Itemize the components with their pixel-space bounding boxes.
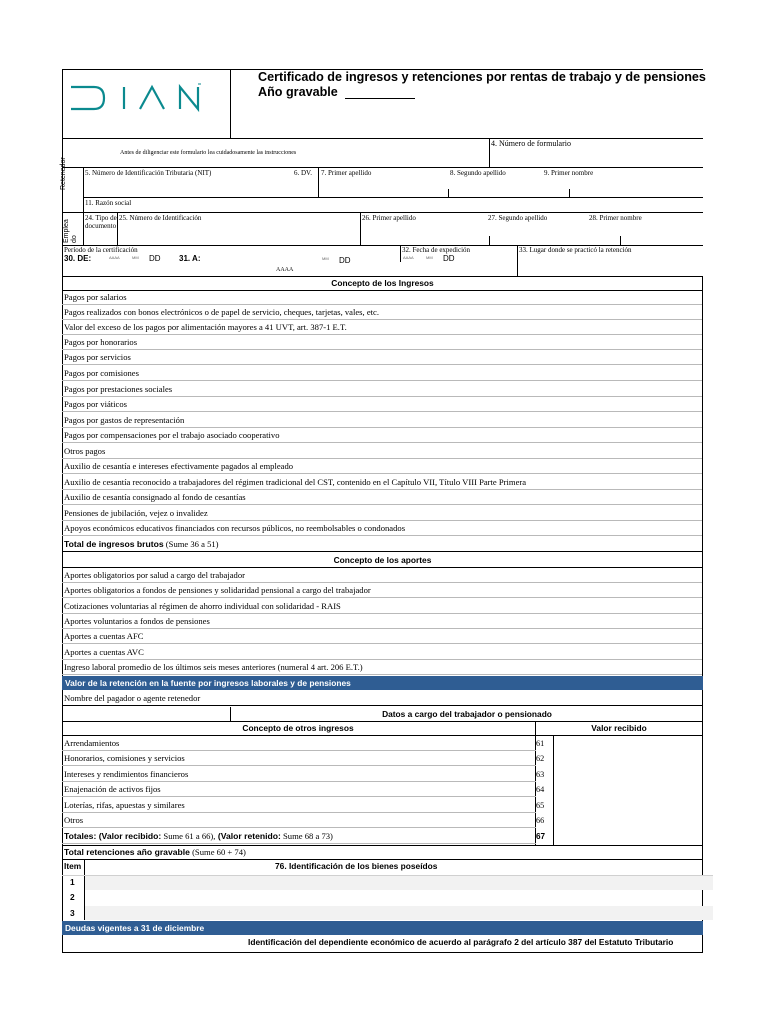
other-income-header: Concepto de otros ingresos xyxy=(242,723,354,733)
contribution-row: Aportes obligatorios a fondos de pensiones y solidaridad pensional a cargo del trabajador xyxy=(62,583,702,598)
other-income-row: Intereses y rendimientos financieros xyxy=(62,767,536,782)
income-row: Otros pagos xyxy=(62,444,702,459)
other-income-row: Arrendamientos xyxy=(62,736,536,751)
asset-row-field[interactable] xyxy=(85,876,702,890)
income-row: Pagos por prestaciones sociales xyxy=(62,382,702,397)
year-label: Año gravable xyxy=(258,85,338,99)
income-row: Auxilio de cesantía reconocido a trabajadores del régimen tradicional del CST, contenido en el Capítulo VII, Título VIII Parte Primera xyxy=(62,475,702,490)
income-total-row: Total de ingresos brutos (Sume 36 a 51) xyxy=(62,537,702,552)
other-income-row: Loterías, rifas, apuestas y similares xyxy=(62,798,536,813)
id-number-label: 25. Número de Identificación xyxy=(119,214,202,222)
other-income-row: Enajenación de activos fijos xyxy=(62,782,536,797)
debts-bar: Deudas vigentes a 31 de diciembre xyxy=(62,921,703,935)
income-row: Pagos por viáticos xyxy=(62,397,702,412)
form-title: Certificado de ingresos y retenciones por rentas de trabajo y de pensiones xyxy=(258,70,706,84)
item-header: Item xyxy=(64,861,82,871)
period-to-aaaa: AAAA xyxy=(276,267,294,273)
box-number: 63 xyxy=(536,770,545,779)
issue-date-label: 32. Fecha de expedición xyxy=(402,246,471,254)
employer-side-label: Retenedor xyxy=(60,157,67,190)
company-name-label: 11. Razón social xyxy=(85,199,132,207)
period-from-label: 30. DE: xyxy=(64,254,92,263)
income-row: Pagos por compensaciones por el trabajo asociado cooperativo xyxy=(62,428,702,443)
period-to-label: 31. A: xyxy=(179,254,201,263)
assets-title: 76. Identificación de los bienes poseídos xyxy=(275,861,438,871)
income-row: Pensiones de jubilación, vejez o invalidez xyxy=(62,506,702,521)
instructions-note: Antes de diligenciar este formulario lea cuidadosamente las instrucciones xyxy=(120,150,297,156)
withholding-bar: Valor de la retención en la fuente por ingresos laborales y de pensiones xyxy=(62,676,703,690)
dv-label: 6. DV. xyxy=(294,169,312,177)
asset-item-number: 1 xyxy=(70,877,75,887)
form-number-label: 4. Número de formulario xyxy=(491,139,571,148)
contribution-row: Aportes voluntarios a fondos de pensiones xyxy=(62,614,702,629)
income-row: Pagos por comisiones xyxy=(62,366,702,381)
second-surname-label: 8. Segundo apellido xyxy=(450,169,506,177)
period-to-dd: DD xyxy=(339,256,351,265)
company-name-field[interactable] xyxy=(85,203,700,211)
first-name-label: 9. Primer nombre xyxy=(544,169,594,177)
total-withholding-row: Total retenciones año gravable (Sume 60 + 74) xyxy=(62,845,702,860)
income-row: Valor del exceso de los pagos por alimentación mayores a 41 UVT, art. 387-1 E.T. xyxy=(62,320,702,335)
income-row: Apoyos económicos educativos financiados con recursos públicos, no reembolsables o condonados xyxy=(62,521,702,536)
doc-type-label: 24. Tipo de documento xyxy=(85,214,117,230)
box-number: 65 xyxy=(536,801,545,810)
place-label: 33. Lugar donde se practicó la retención xyxy=(519,246,632,254)
nit-label: 5. Número de Identificación Tributaria (NIT) xyxy=(85,169,212,177)
totals-box-number: 67 xyxy=(536,832,546,841)
contribution-row: Aportes a cuentas AFC xyxy=(62,629,702,644)
contribution-row: Aportes obligatorios por salud a cargo del trabajador xyxy=(62,568,702,583)
income-row: Pagos por servicios xyxy=(62,350,702,365)
form-number-field[interactable] xyxy=(491,152,701,166)
other-income-row: Otros xyxy=(62,813,536,828)
contribution-row: Ingreso laboral promedio de los últimos seis meses anteriores (numeral 4 art. 206 E.T.) xyxy=(62,660,702,675)
employee-first-name-label: 28. Primer nombre xyxy=(589,214,642,222)
employee-second-surname-label: 27. Segundo apellido xyxy=(488,214,548,222)
issue-date-dd: DD xyxy=(443,254,455,263)
contribution-row: Cotizaciones voluntarias al régimen de ahorro individual con solidaridad - RAIS xyxy=(62,599,702,614)
asset-row-field[interactable] xyxy=(85,906,702,920)
income-row: Pagos por salarios xyxy=(62,290,702,305)
asset-item-number: 3 xyxy=(70,908,75,918)
asset-item-number: 2 xyxy=(70,892,75,902)
box-number: 66 xyxy=(536,816,545,825)
income-row: Pagos por gastos de representación xyxy=(62,413,702,428)
period-label: Período de la certificación xyxy=(64,246,138,254)
employee-side-label: Emplea do xyxy=(63,219,78,243)
worker-data-title: Datos a cargo del trabajador o pensionado xyxy=(230,707,703,721)
totals-row: Totales: (Valor recibido: Sume 61 a 66), (Valor retenido: Sume 68 a 73) xyxy=(62,829,536,844)
box-number: 62 xyxy=(536,754,545,763)
income-row: Auxilio de cesantía e intereses efectivamente pagados al empleado xyxy=(62,459,702,474)
nit-field[interactable] xyxy=(85,179,315,195)
box-number: 64 xyxy=(536,785,545,794)
other-income-row: Honorarios, comisiones y servicios xyxy=(62,751,536,766)
box-number: 61 xyxy=(536,739,545,748)
income-row: Auxilio de cesantía consignado al fondo de cesantías xyxy=(62,490,702,505)
employee-first-surname-label: 26. Primer apellido xyxy=(362,214,416,222)
value-received-header: Valor recibido xyxy=(591,723,647,733)
income-row: Pagos realizados con bonos electrónicos o de papel de servicio, cheques, tarjetas, vales, etc. xyxy=(62,305,702,320)
contributions-section-title: Concepto de los aportes xyxy=(333,555,432,565)
income-section-title: Concepto de los Ingresos xyxy=(331,278,434,288)
first-surname-label: 7. Primer apellido xyxy=(321,169,372,177)
period-from-dd: DD xyxy=(149,254,161,263)
payer-name-row: Nombre del pagador o agente retenedor xyxy=(62,691,702,706)
income-row: Pagos por honorarios xyxy=(62,335,702,350)
contribution-row: Aportes a cuentas AVC xyxy=(62,645,702,660)
dian-logo xyxy=(66,78,226,118)
asset-row-field[interactable] xyxy=(85,891,702,905)
dependent-title: Identificación del dependiente económico de acuerdo al parágrafo 2 del artículo 387 del Estatuto Tributario xyxy=(248,937,674,947)
year-field[interactable] xyxy=(345,98,415,99)
